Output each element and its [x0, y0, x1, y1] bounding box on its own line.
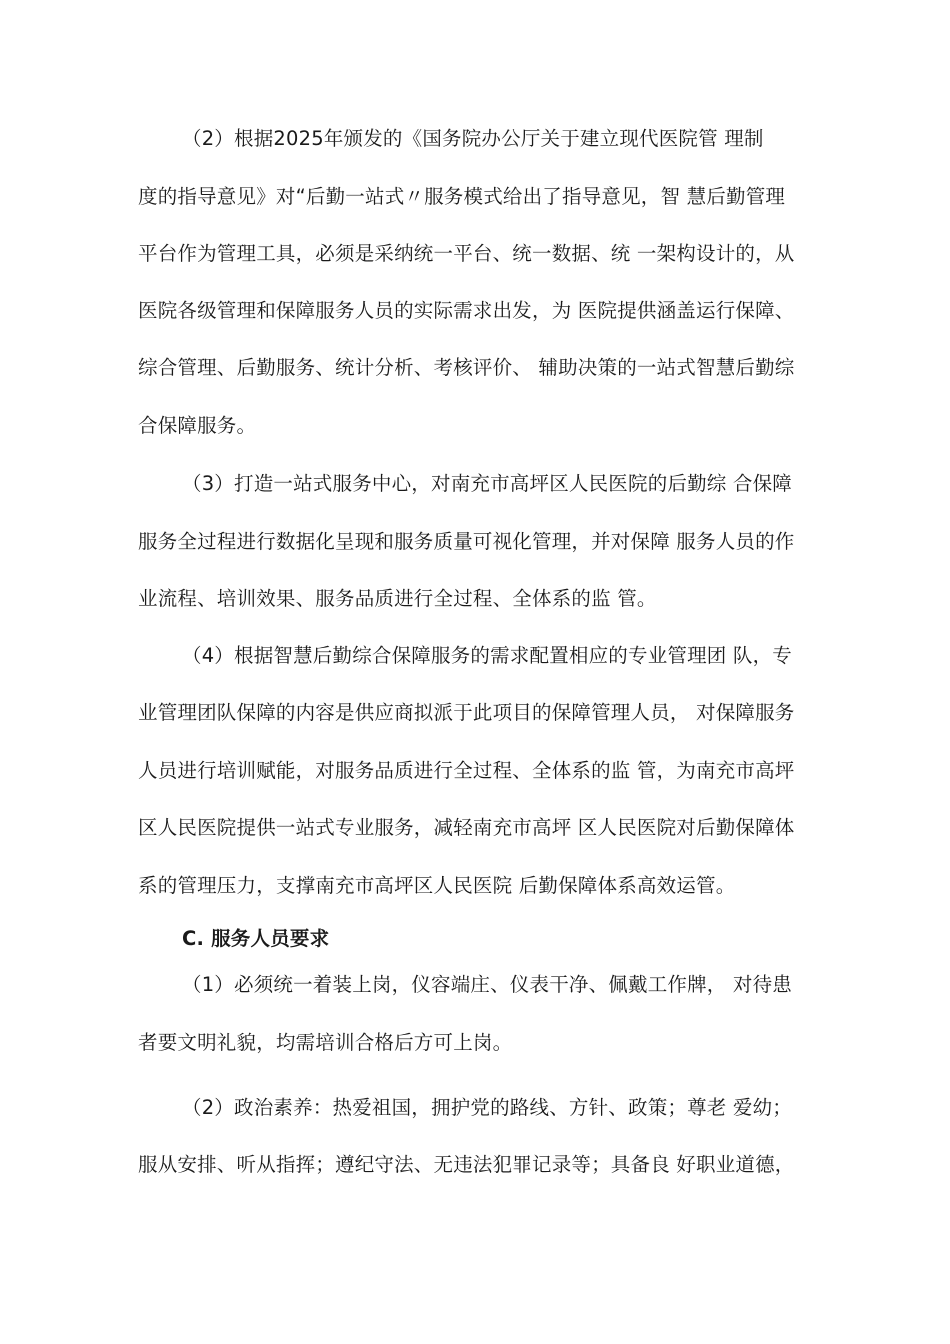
requirement-1-line-1: （1）必须统一着装上岗，仪容端庄、仪表干净、佩戴工作牌， 对待患 [182, 973, 793, 996]
section-heading: C. 服务人员要求 [182, 927, 330, 950]
requirement-2-line-1: （2）政治素养：热爱祖国，拥护党的路线、方针、政策；尊老 爱幼； [182, 1096, 793, 1119]
paragraph-2-line-5: 综合管理、后勤服务、统计分析、考核评价、 辅助决策的一站式智慧后勤综 [138, 356, 795, 379]
requirement-2-line-2: 服从安排、听从指挥；遵纪守法、无违法犯罪记录等；具备良 好职业道德， [138, 1153, 795, 1176]
paragraph-4-line-3: 人员进行培训赋能，对服务品质进行全过程、全体系的监 管，为南充市高坪 [138, 759, 795, 782]
paragraph-4-line-5: 系的管理压力，支撑南充市高坪区人民医院 后勤保障体系高效运管。 [138, 874, 736, 897]
requirement-1-line-2: 者要文明礼貌，均需培训合格后方可上岗。 [138, 1031, 513, 1054]
paragraph-4-line-1: （4）根据智慧后勤综合保障服务的需求配置相应的专业管理团 队，专 [182, 644, 793, 667]
paragraph-4-line-4: 区人民医院提供一站式专业服务，减轻南充市高坪 区人民医院对后勤保障体 [138, 816, 795, 839]
paragraph-2-line-6: 合保障服务。 [138, 414, 257, 437]
paragraph-2-line-2: 度的指导意见》对“后勤一站式〃服务模式给出了指导意见，智 慧后勤管理 [138, 185, 786, 208]
paragraph-3-line-1: （3）打造一站式服务中心，对南充市高坪区人民医院的后勤综 合保障 [182, 472, 793, 495]
paragraph-3-line-3: 业流程、培训效果、服务品质进行全过程、全体系的监 管。 [138, 587, 657, 610]
paragraph-2-line-4: 医院各级管理和保障服务人员的实际需求出发，为 医院提供涵盖运行保障、 [138, 299, 795, 322]
paragraph-3-line-2: 服务全过程进行数据化呈现和服务质量可视化管理，并对保障 服务人员的作 [138, 530, 795, 553]
paragraph-2-line-3: 平台作为管理工具，必须是采纳统一平台、统一数据、统 一架构设计的，从 [138, 242, 795, 265]
paragraph-4-line-2: 业管理团队保障的内容是供应商拟派于此项目的保障管理人员， 对保障服务 [138, 701, 795, 724]
paragraph-2-line-1: （2）根据2025年颁发的《国务院办公厅关于建立现代医院管 理制 [182, 127, 764, 150]
